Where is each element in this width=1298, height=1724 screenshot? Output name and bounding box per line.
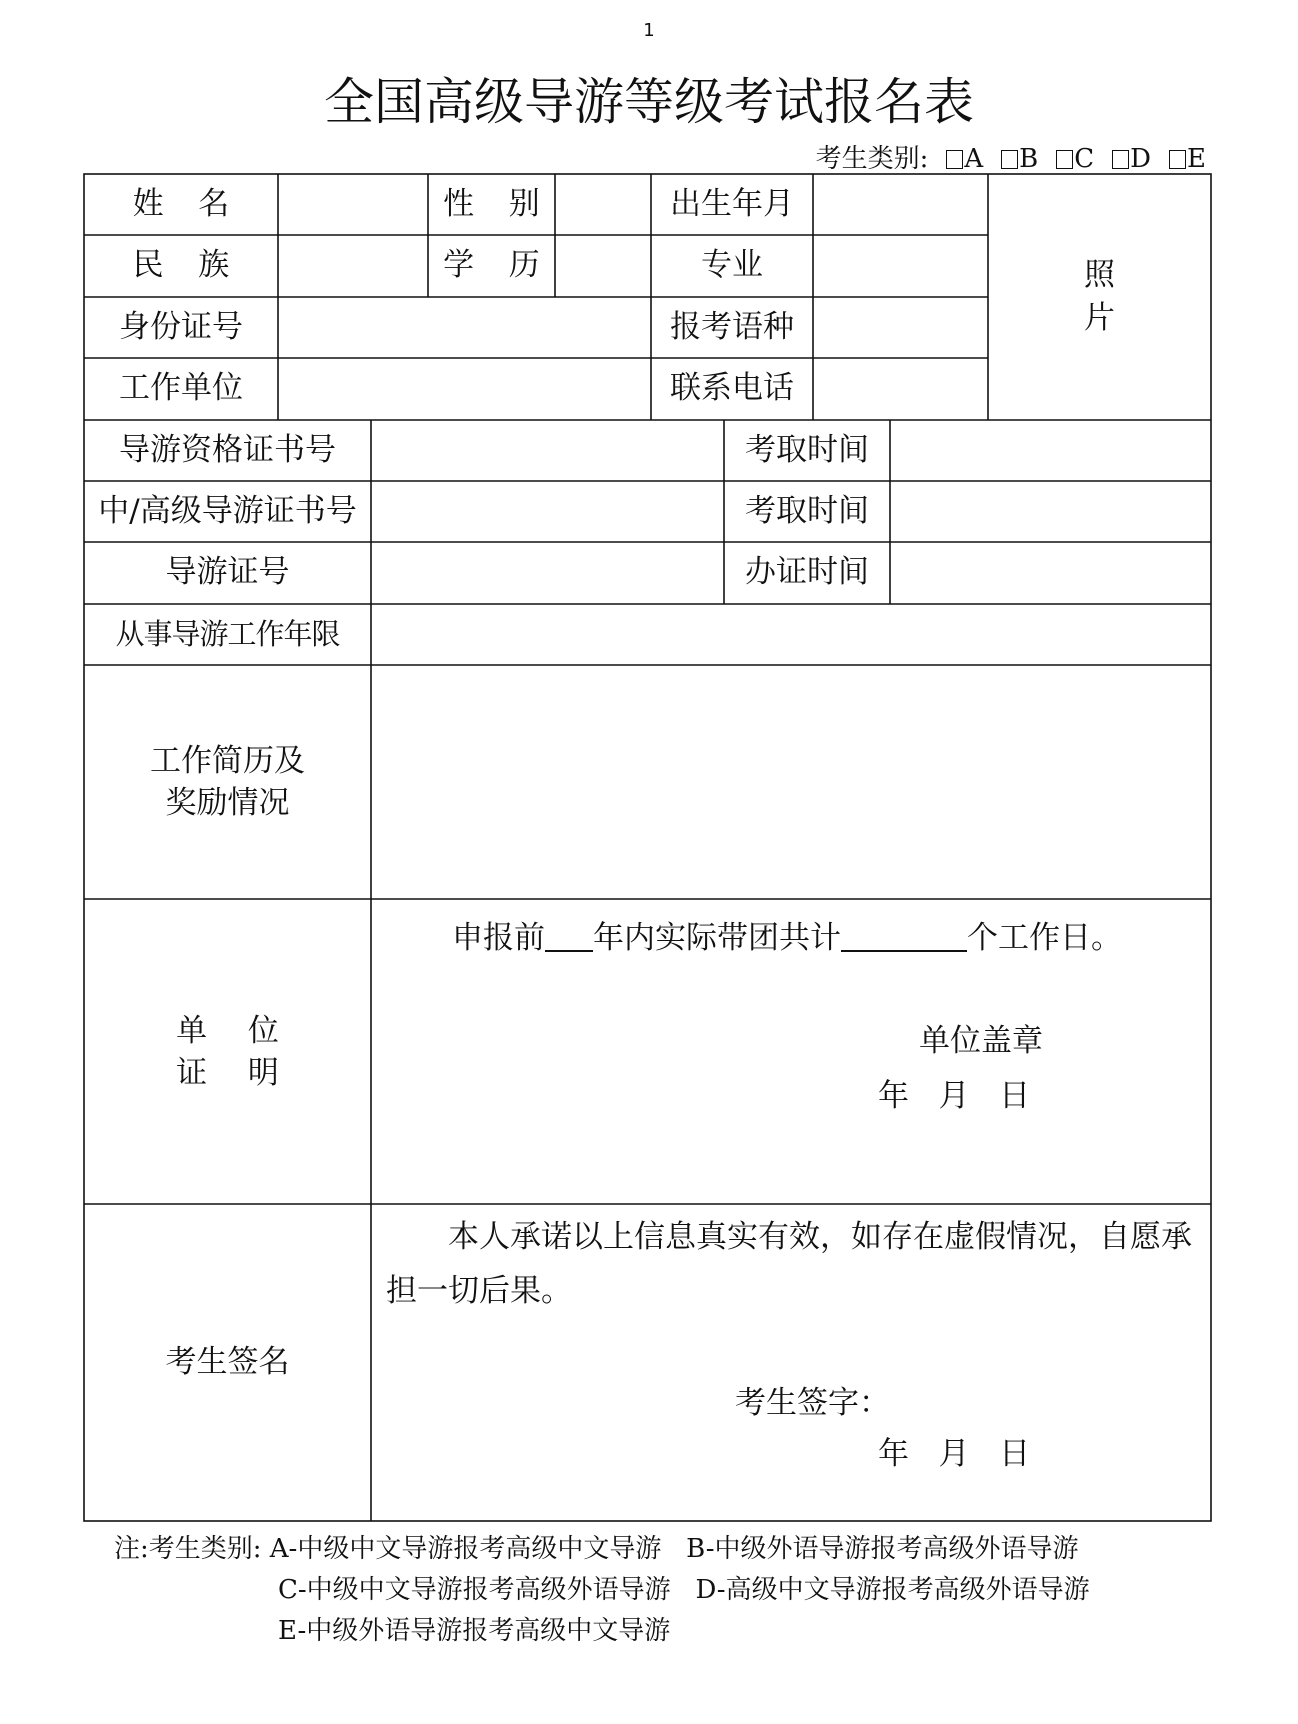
category-option-d[interactable]: D xyxy=(1112,144,1151,174)
note-line-3: E-中级外语导游报考高级中文导游 xyxy=(278,1616,671,1646)
unit-seal-text: 单位盖章 xyxy=(919,1023,1043,1059)
employer-field[interactable] xyxy=(278,358,651,420)
signature-date-text: 年 月 日 xyxy=(878,1436,1031,1472)
resume-field[interactable] xyxy=(371,665,1211,899)
form-title: 全国高级导游等级考试报名表 xyxy=(324,73,974,131)
exam-time-label-2: 考取时间 xyxy=(745,492,869,529)
exam-time-label-1: 考取时间 xyxy=(745,431,869,468)
workdays-blank[interactable] xyxy=(841,922,967,952)
unit-certification-label: 单 位 证 明 xyxy=(176,1012,295,1091)
gender-label: 性 别 xyxy=(443,185,553,222)
education-field[interactable] xyxy=(555,235,651,297)
major-field[interactable] xyxy=(813,235,988,297)
exam-language-label: 报考语种 xyxy=(670,308,794,345)
ethnic-field[interactable] xyxy=(278,235,428,297)
guide-qualification-cert-label: 导游资格证书号 xyxy=(119,431,336,468)
phone-label: 联系电话 xyxy=(670,370,794,407)
gender-field[interactable] xyxy=(555,174,651,235)
education-label: 学 历 xyxy=(443,247,553,284)
note-line-2: C-中级中文导游报考高级外语导游 D-高级中文导游报考高级外语导游 xyxy=(278,1575,1090,1605)
photo-label-1: 照 xyxy=(1084,257,1115,293)
photo-area[interactable] xyxy=(988,174,1211,420)
guide-card-field[interactable] xyxy=(371,542,724,604)
major-label: 专业 xyxy=(701,247,763,284)
ethnic-label: 民 族 xyxy=(132,247,242,284)
exam-time-field-2[interactable] xyxy=(890,481,1211,542)
exam-language-field[interactable] xyxy=(813,297,988,358)
phone-field[interactable] xyxy=(813,358,988,420)
promise-text: 本人承诺以上信息真实有效，如存在虚假情况，自愿承担一切后果。 xyxy=(386,1219,1192,1309)
note-line-1: 注:考生类别: A-中级中文导游报考高级中文导游 B-中级外语导游报考高级外语导游 xyxy=(114,1534,1079,1564)
name-label: 姓 名 xyxy=(132,185,242,222)
name-field[interactable] xyxy=(278,174,428,235)
issue-time-label: 办证时间 xyxy=(745,554,869,591)
employer-label: 工作单位 xyxy=(119,370,243,407)
unit-certification-statement: 申报前 年内实际带团共计 个工作日。 xyxy=(452,920,1122,956)
mid-senior-cert-label: 中/高级导游证书号 xyxy=(98,492,357,529)
unit-date-text: 年 月 日 xyxy=(878,1078,1031,1114)
mid-senior-cert-field[interactable] xyxy=(371,481,724,542)
issue-time-field[interactable] xyxy=(890,542,1211,604)
photo-label-2: 片 xyxy=(1084,300,1115,337)
id-number-field[interactable] xyxy=(278,297,651,358)
years-of-work-field[interactable] xyxy=(371,604,1211,665)
guide-card-label: 导游证号 xyxy=(165,554,290,591)
category-option-c[interactable]: C xyxy=(1056,144,1094,174)
category-label: 考生类别: xyxy=(815,144,929,174)
resume-label: 工作简历及 奖励情况 xyxy=(150,743,305,821)
signature-prompt: 考生签字： xyxy=(735,1385,890,1421)
category-option-b[interactable]: B xyxy=(1001,144,1038,174)
signature-label: 考生签名 xyxy=(165,1343,290,1380)
page-number: 1 xyxy=(643,20,655,41)
category-option-a[interactable]: A xyxy=(946,144,983,174)
years-blank[interactable] xyxy=(545,922,593,952)
id-number-label: 身份证号 xyxy=(119,308,243,345)
birth-label: 出生年月 xyxy=(670,185,794,222)
guide-qualification-cert-field[interactable] xyxy=(371,420,724,481)
category-option-e[interactable]: E xyxy=(1169,144,1206,174)
years-of-work-label: 从事导游工作年限 xyxy=(115,616,340,651)
exam-time-field-1[interactable] xyxy=(890,420,1211,481)
birth-field[interactable] xyxy=(813,174,988,235)
